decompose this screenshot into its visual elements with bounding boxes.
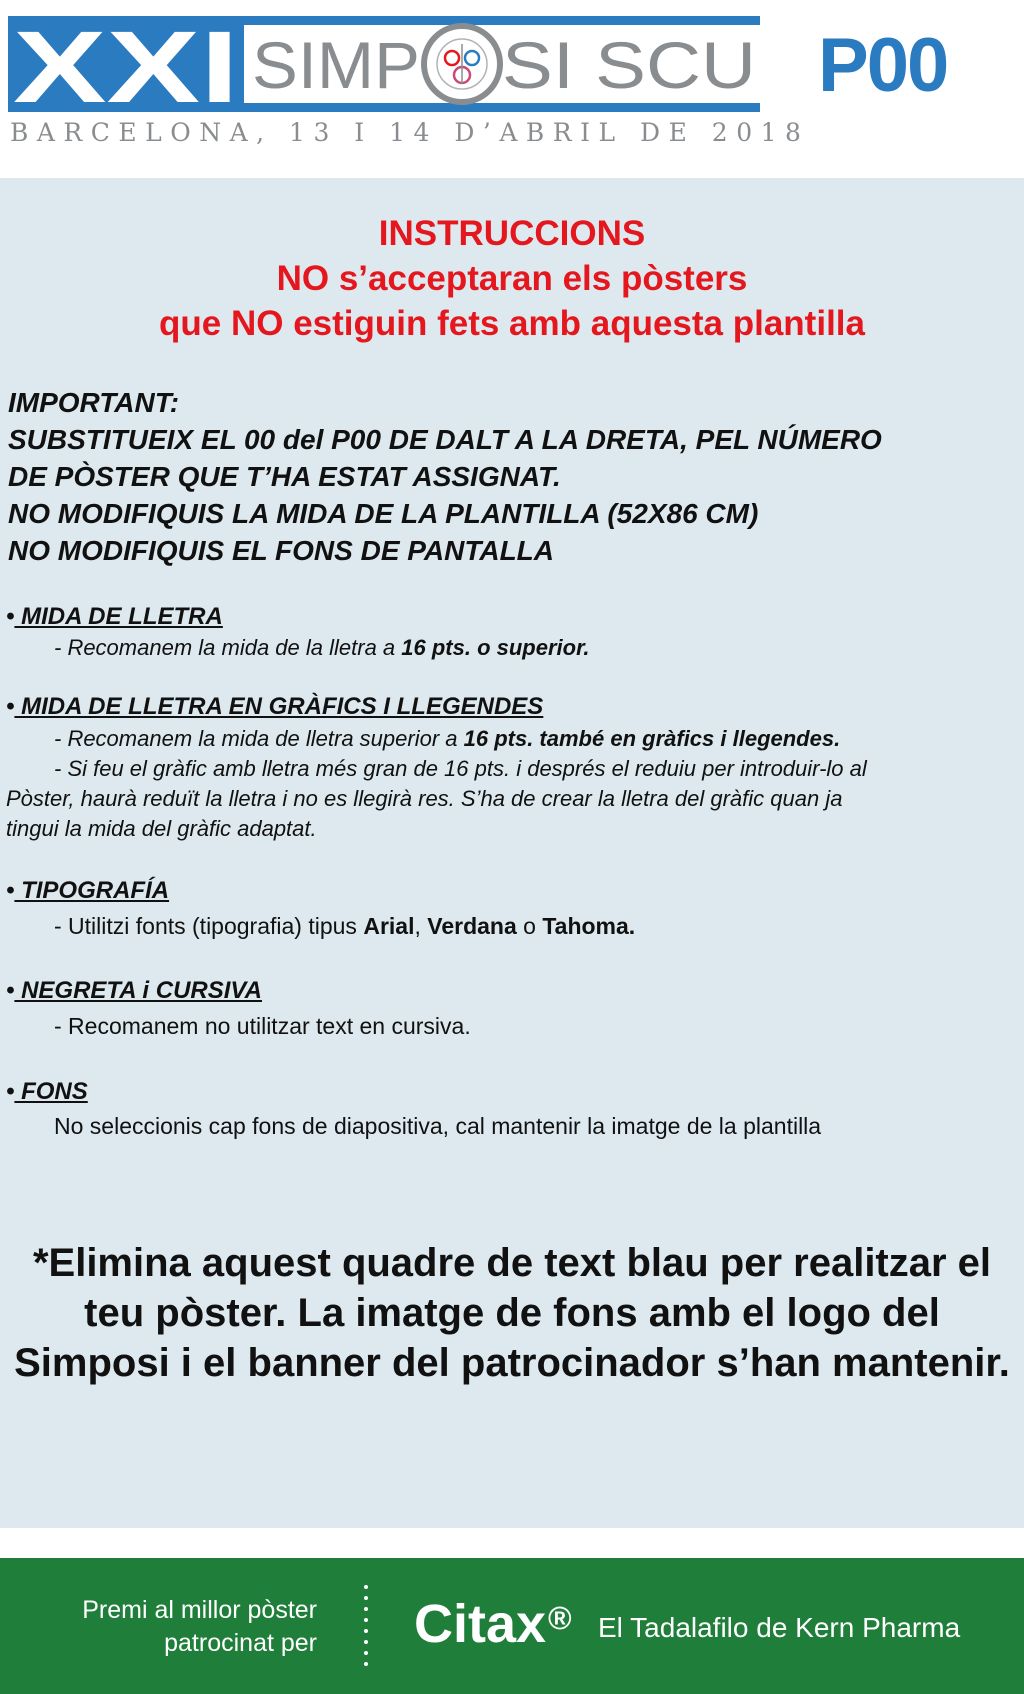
- bullet: •: [6, 693, 15, 720]
- important-notice: [8, 384, 1008, 569]
- section-title: MIDA DE LLETRA: [14, 603, 223, 630]
- sponsor-brand: [414, 1594, 572, 1654]
- text: - Recomanem la mida de la lletra a: [54, 635, 402, 660]
- dotted-divider: [364, 1584, 368, 1674]
- section-title: MIDA DE LLETRA EN GRÀFICS I LLEGENDES: [14, 693, 544, 720]
- final-note: *Elimina aquest quadre de text blau per realitzar el teu pòster. La imatge de fons amb el logo del Simposi i el banner del patrocinador s’han mantenir.: [14, 1241, 1010, 1385]
- brand-name: Citax: [414, 1594, 547, 1654]
- important-line: SUBSTITUEIX EL 00 del P00 DE DALT A LA DRETA, PEL NÚMERO: [8, 424, 882, 455]
- society-seal-icon: [424, 26, 500, 102]
- text: - Recomanem la mida de lletra superior a: [54, 726, 464, 751]
- section-chart-font-line: [6, 724, 1024, 754]
- logo-word-left: SIMP: [252, 28, 420, 102]
- prize-line: Premi al millor pòster: [82, 1596, 317, 1624]
- sponsor-tagline: El Tadalafilo de Kern Pharma: [598, 1612, 961, 1643]
- section-title: NEGRETA i CURSIVA: [14, 977, 262, 1004]
- section-chart-font-line: Pòster, haurà reduït la lletra i no es llegirà res. S’ha de crear la lletra del gràfic quan ja: [6, 786, 843, 811]
- instructions-title: INSTRUCCIONS: [378, 214, 646, 253]
- event-date-location: BARCELONA, 13 I 14 D’ABRIL DE 2018: [10, 118, 810, 147]
- text: o: [516, 913, 543, 939]
- text: - Utilitzi fonts (tipografia) tipus: [54, 913, 364, 939]
- text: ,: [414, 913, 428, 939]
- important-line: NO MODIFIQUIS LA MIDA DE LA PLANTILLA (52X86 CM): [8, 498, 759, 529]
- section-title: FONS: [14, 1078, 88, 1105]
- warning-line-1: NO s’acceptaran els pòsters: [276, 259, 748, 298]
- font-name: Verdana: [427, 913, 517, 939]
- sponsor-banner: [0, 1558, 1024, 1694]
- important-line: NO MODIFIQUIS EL FONS DE PANTALLA: [8, 535, 554, 566]
- font-name: Tahoma.: [542, 913, 636, 939]
- section-background-heading: [6, 1077, 1006, 1107]
- section-typography-line: [6, 911, 1024, 941]
- prize-line: patrocinat per: [164, 1629, 317, 1657]
- logo-roman-numeral: XXI: [13, 14, 239, 114]
- emphasis: 16 pts. o superior.: [401, 635, 590, 660]
- section-chart-font-line: tingui la mida del gràfic adaptat.: [6, 816, 317, 841]
- section-background-line: No seleccionis cap fons de diapositiva, cal mantenir la imatge de la plantilla: [54, 1113, 822, 1139]
- emphasis: 16 pts. també en gràfics i llegendes.: [463, 726, 841, 751]
- section-font-size-heading: [6, 602, 1006, 632]
- poster-code[interactable]: P00: [818, 23, 948, 108]
- important-line: DE PÒSTER QUE T’HA ESTAT ASSIGNAT.: [8, 461, 561, 492]
- important-heading: IMPORTANT:: [8, 387, 180, 418]
- section-bold-italic-line: - Recomanem no utilitzar text en cursiva.: [54, 1013, 471, 1039]
- prize-text: [82, 1594, 317, 1660]
- section-title: TIPOGRAFÍA: [14, 877, 170, 904]
- header: [0, 0, 1024, 178]
- symposium-logo: [8, 14, 760, 114]
- section-chart-font-heading: [6, 692, 1006, 722]
- registered-mark: ®: [548, 1600, 572, 1636]
- warning-line-2: que NO estiguin fets amb aquesta plantilla: [159, 304, 865, 343]
- logo-word-right: SI SCU: [502, 28, 756, 102]
- section-typography-heading: [6, 876, 1006, 906]
- font-name: Arial: [363, 913, 415, 939]
- bullet: •: [6, 977, 15, 1004]
- bullet: •: [6, 603, 15, 630]
- bullet: •: [6, 1078, 15, 1105]
- section-chart-font-line: - Si feu el gràfic amb lletra més gran de 16 pts. i després el reduiu per introduir-lo al: [54, 756, 867, 781]
- section-bold-italic-heading: [6, 976, 1006, 1006]
- instruction-box[interactable]: [0, 178, 1024, 1528]
- section-font-size-line: [6, 633, 1024, 663]
- bullet: •: [6, 877, 15, 904]
